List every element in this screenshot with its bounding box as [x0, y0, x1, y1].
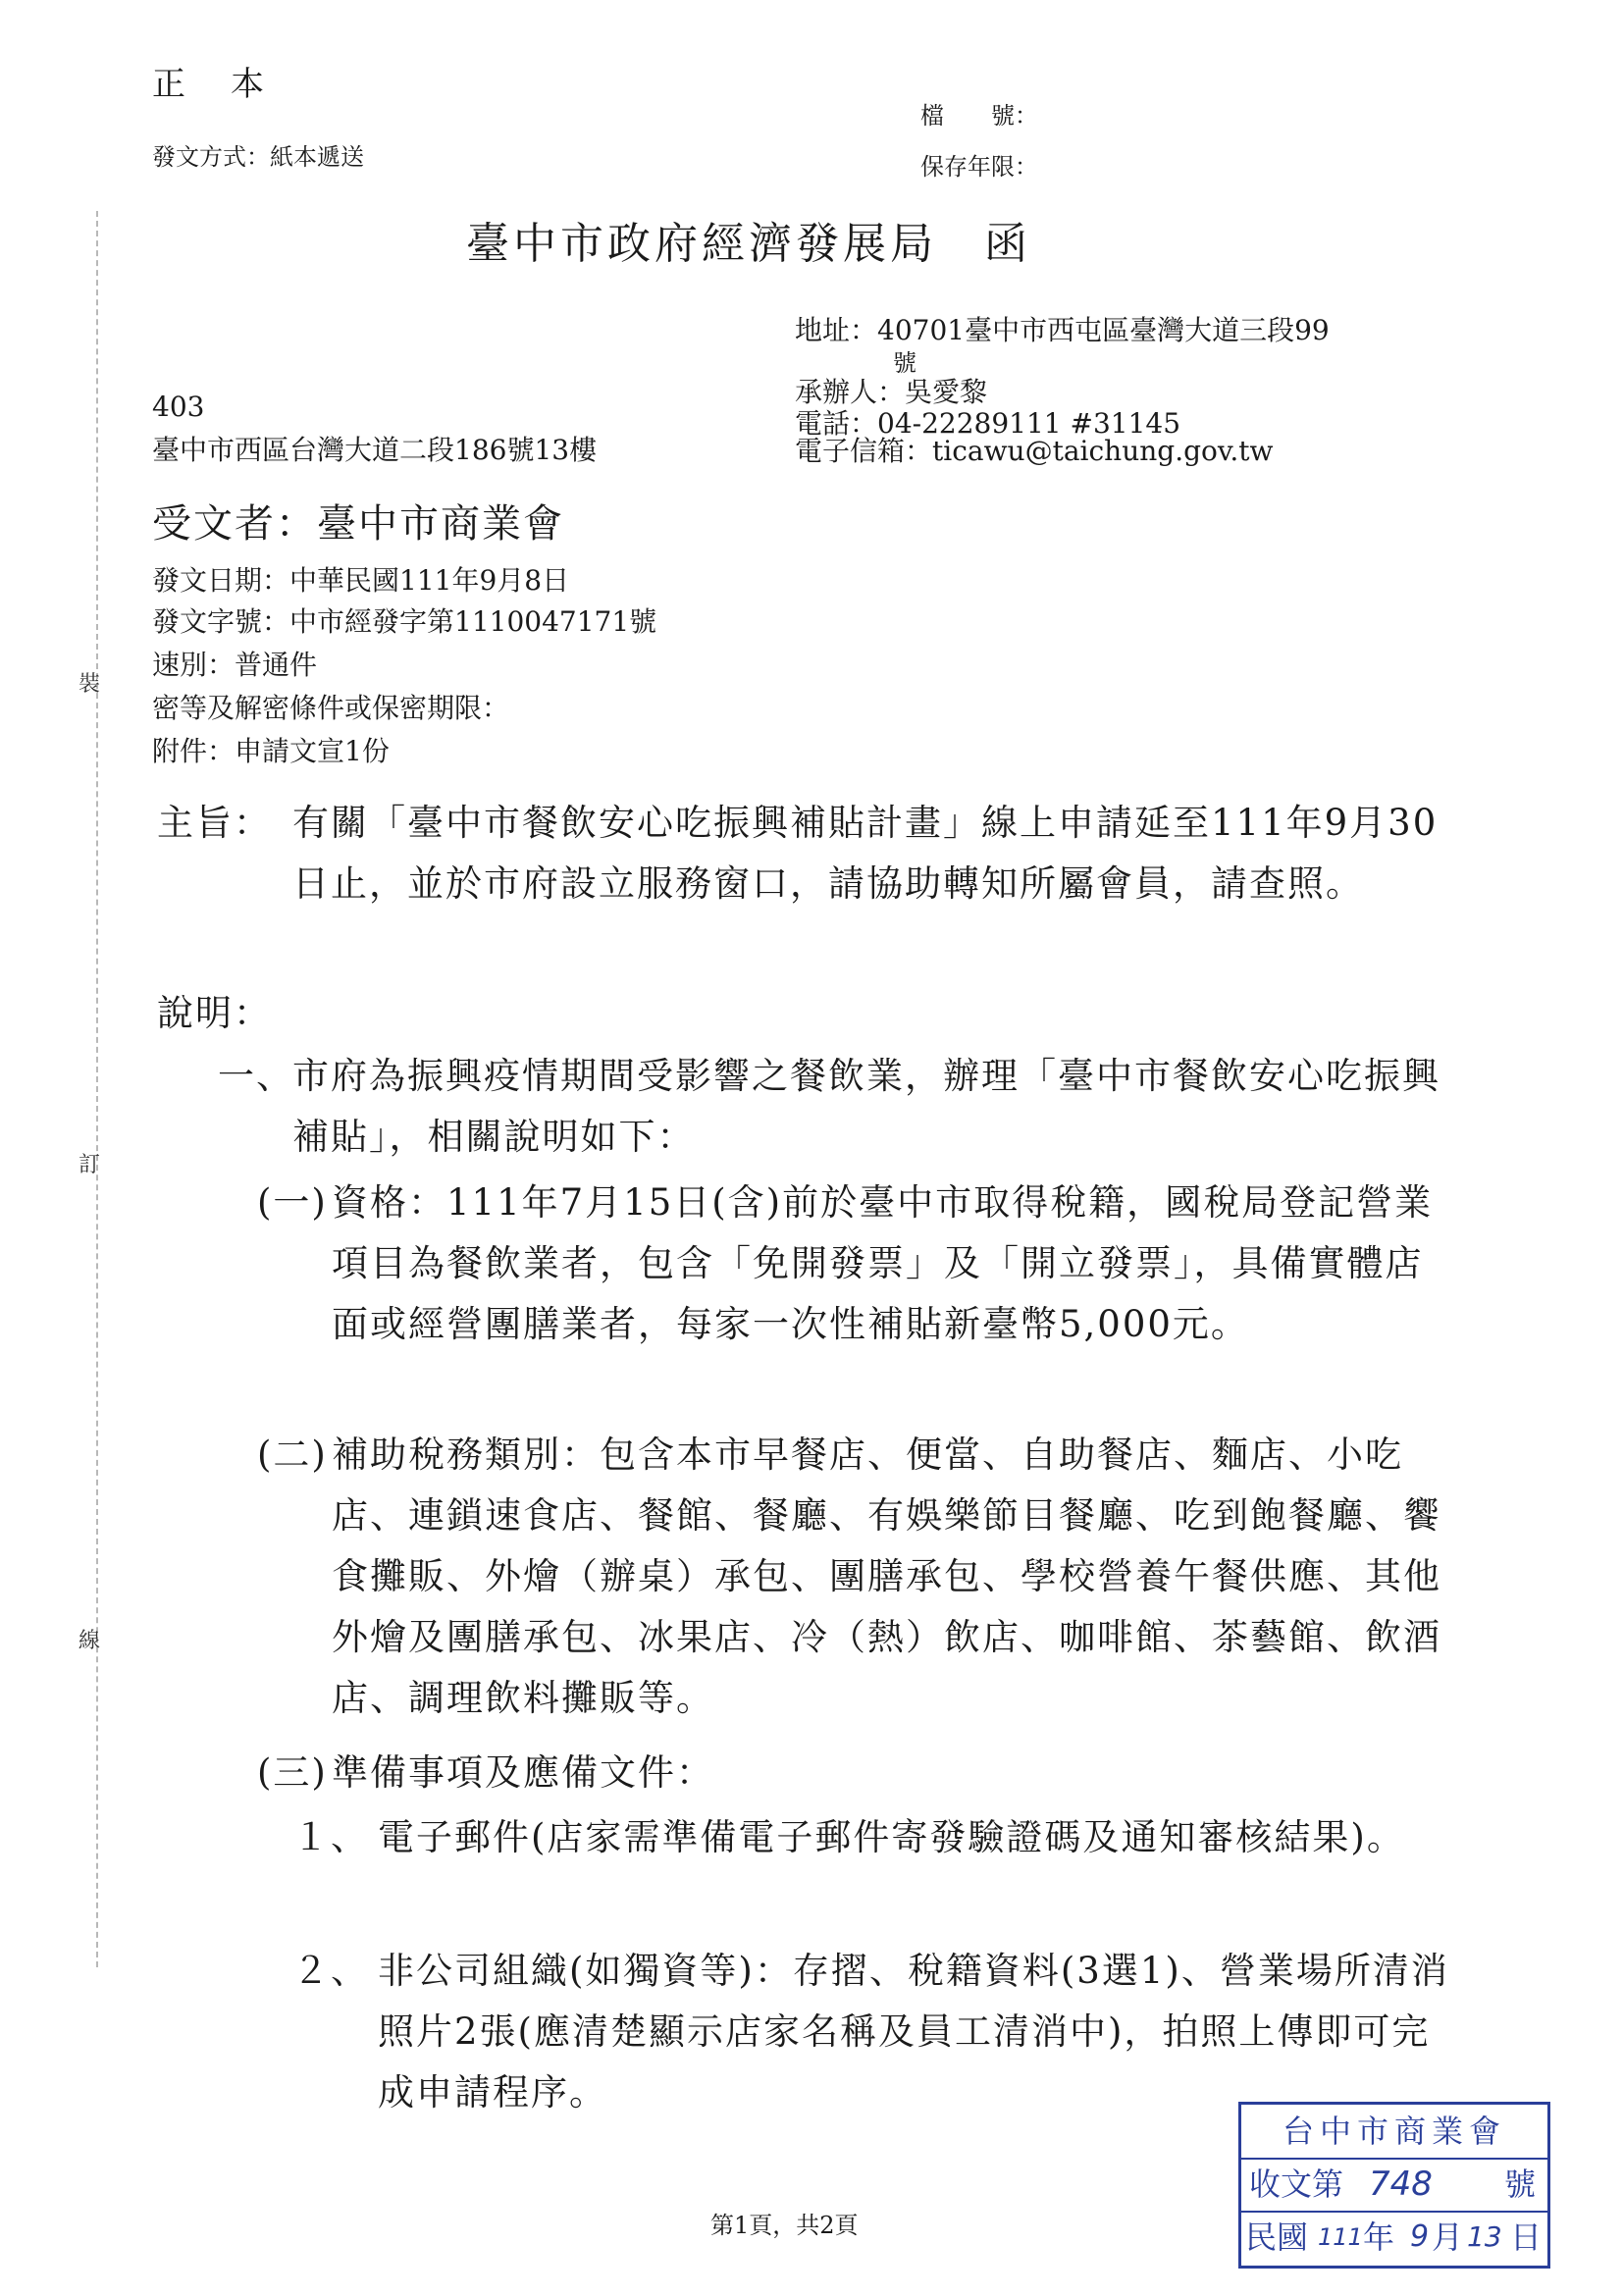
secrecy-level: 密等及解密條件或保密期限：	[152, 692, 510, 724]
retention-label: 保存年限：	[920, 153, 1038, 181]
stamp-date-prefix: 民國	[1245, 2218, 1309, 2256]
copy-type: 正 本	[152, 65, 270, 104]
recipient-street: 臺中市西區台灣大道二段186號13樓	[152, 434, 598, 466]
sub-2-label: (二)	[257, 1434, 328, 1476]
subject-label: 主旨：	[157, 802, 272, 844]
stamp-receipt-number: 748	[1369, 2165, 1433, 2204]
stamp-receipt-suffix: 號	[1504, 2166, 1537, 2203]
sender-address-line2: 號	[893, 349, 916, 377]
sub-1-text: 資格：111年7月15日(含)前於臺中市取得稅籍，國稅局登記營業項目為餐飲業者，包含「免開發票」及「開立發票」，具備實體店面或經營團膳業者，每家一次性補貼新臺幣5,000元。	[332, 1181, 1434, 1345]
page-number: 第1頁，共2頁	[710, 2212, 859, 2239]
num-1-label: １、	[292, 1816, 369, 1858]
stamp-day: 13	[1467, 2220, 1502, 2253]
issue-date: 發文日期：中華民國111年9月8日	[152, 564, 570, 597]
binding-dashed-line	[96, 211, 98, 1967]
sub-2-text: 補助稅務類別：包含本市早餐店、便當、自助餐店、麵店、小吃店、連鎖速食店、餐館、餐廳、有娛樂節目餐廳、吃到飽餐廳、饗食攤販、外燴（辦桌）承包、團膳承包、學校營養午餐供應、其他外燴及團膳承包、冰果店、冷（熱）飲店、咖啡館、茶藝館、飲酒店、調理飲料攤販等。	[332, 1434, 1441, 1719]
binding-mark-ding: 訂	[79, 1153, 101, 1177]
item-1-label: 一、	[218, 1055, 294, 1097]
sender-phone: 電話：04-22289111 #31145	[795, 407, 1181, 440]
item-1-text: 市府為振興疫情期間受影響之餐飲業，辦理「臺中市餐飲安心吃振興補貼」，相關說明如下：	[292, 1055, 1440, 1158]
num-1-text: 電子郵件(店家需準備電子郵件寄發驗證碼及通知審核結果)。	[378, 1816, 1405, 1858]
attachment: 附件：申請文宣1份	[152, 735, 390, 767]
sender-email: 電子信箱：ticawu@taichung.gov.tw	[795, 435, 1274, 467]
sub-3-label: (三)	[257, 1751, 328, 1794]
recipient-postcode: 403	[152, 391, 205, 423]
sender-address-line1: 地址：40701臺中市西屯區臺灣大道三段99	[795, 314, 1330, 346]
binding-mark-xian: 線	[79, 1629, 101, 1653]
delivery-speed: 速別：普通件	[152, 649, 318, 681]
sub-3-text: 準備事項及應備文件：	[332, 1751, 714, 1794]
sub-1-label: (一)	[257, 1181, 328, 1224]
num-2-label: ２、	[292, 1950, 369, 1992]
recipient: 受文者：臺中市商業會	[152, 501, 564, 547]
document-title: 臺中市政府經濟發展局 函	[466, 219, 1031, 269]
file-number-label: 檔 號：	[920, 102, 1038, 130]
num-2-text: 非公司組織(如獨資等)：存摺、稅籍資料(3選1)、營業場所清消照片2張(應清楚顯示店家名稱及員工清消中)，拍照上傳即可完成申請程序。	[378, 1950, 1449, 2113]
stamp-year: 111	[1318, 2223, 1363, 2251]
stamp-day-unit: 日	[1510, 2218, 1543, 2256]
stamp-receipt-prefix: 收文第	[1249, 2166, 1344, 2203]
sender-officer: 承辦人：吳愛黎	[795, 376, 988, 408]
binding-mark-zhuang: 裝	[79, 672, 101, 697]
stamp-month-unit: 月	[1432, 2218, 1464, 2256]
stamp-year-unit: 年	[1363, 2218, 1395, 2256]
stamp-org: 台中市商業會	[1282, 2113, 1506, 2150]
receipt-stamp	[1238, 2102, 1550, 2269]
subject-text: 有關「臺中市餐飲安心吃振興補貼計畫」線上申請延至111年9月30日止，並於市府設立服務窗口，請協助轉知所屬會員，請查照。	[292, 802, 1439, 905]
delivery-method: 發文方式：紙本遞送	[152, 143, 364, 171]
explanation-label: 說明：	[157, 992, 272, 1034]
document-number: 發文字號：中市經發字第1110047171號	[152, 605, 657, 638]
stamp-month: 9	[1410, 2219, 1430, 2254]
